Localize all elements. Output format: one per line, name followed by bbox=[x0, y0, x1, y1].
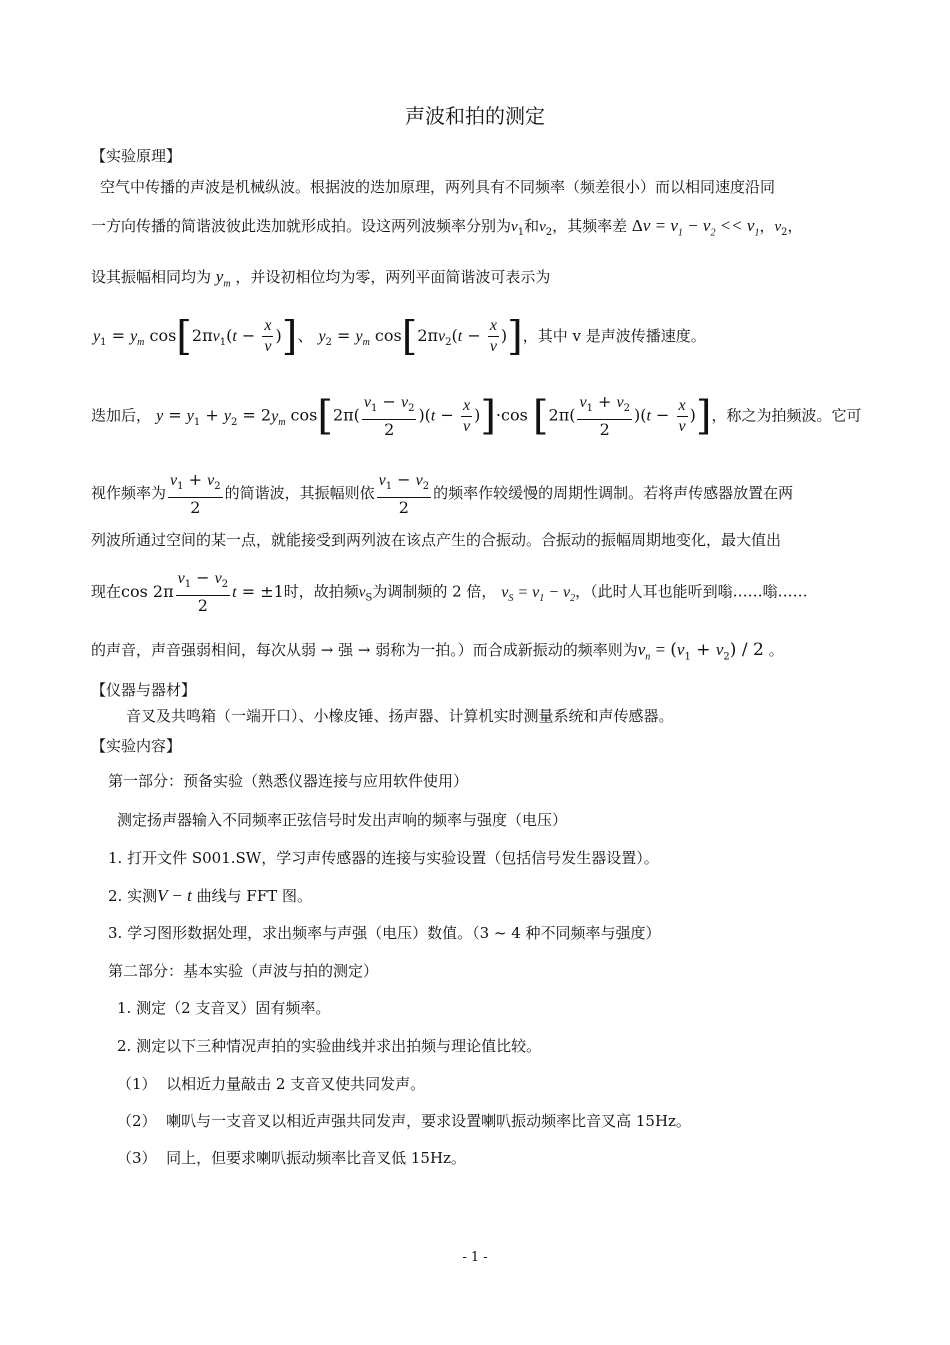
principle-p2: 一方向传播的简谐波彼此迭加就形成拍。设这两列波频率分别为$v_1$和$v_2$，其频率差 $\Delta v = v_1 - v_2 << v_1$，$v_2$， bbox=[91, 216, 803, 239]
principle-p8: 的声音，声音强弱相间，每次从弱 → 强 → 弱称为一拍。）而合成新振动的频率则为$v_n = (v_1 + v_2) / 2$ 。 bbox=[91, 640, 784, 663]
content-c3: （3） 同上，但要求喇叭振动频率比音叉低 15Hz。 bbox=[117, 1149, 466, 1167]
content-b2: 2. 测定以下三种情况声拍的实验曲线并求出拍频与理论值比较。 bbox=[117, 1037, 542, 1055]
principle-p6: 列波所通过空间的某一点，就能接受到两列波在该点产生的合振动。合振动的振幅周期地变化，最大值出 bbox=[91, 531, 782, 549]
principle-p3: 设其振幅相同均为 $y_m$ ，并设初相位均为零，两列平面简谐波可表示为 bbox=[91, 267, 551, 290]
content-item1: 1. 打开文件 S001.SW，学习声传感器的连接与实验设置（包括信号发生器设置）。 bbox=[108, 849, 659, 867]
section-principle: 【实验原理】 bbox=[91, 147, 182, 165]
content-item2: 2. 实测V − t 曲线与 FFT 图。 bbox=[108, 886, 313, 905]
equipment-text: 音叉及共鸣箱（一端开口）、小橡皮锤、扬声器、计算机实时测量系统和声传感器。 bbox=[126, 707, 674, 725]
content-part1-sub: 测定扬声器输入不同频率正弦信号时发出声响的频率与强度（电压） bbox=[117, 811, 568, 829]
principle-p5: 视作频率为 $\frac{v_1 + v_2}{2}$ 的简谐波，其振幅则依 $\frac{v_1 - v_2}{2}$ 的频率作较缓慢的周期性调制。若将声传感器放置在两 bbox=[91, 470, 794, 518]
principle-p7: 现在cos 2π $\frac{v_1 - v_2}{2}$ t = ±1时，故拍频$v_S$为调制频的 2 倍， $v_S = v_1 - v_2$，（此时人耳也能听到嗡……嗡…… bbox=[91, 568, 808, 616]
section-equipment: 【仪器与器材】 bbox=[91, 681, 197, 699]
content-item3: 3. 学习图形数据处理，求出频率与声强（电压）数值。（3 ~ 4 种不同频率与强度） bbox=[108, 924, 661, 942]
principle-p1: 空气中传播的声波是机械纵波。根据波的迭加原理，两列具有不同频率（频差很小）而以相同速度沿同 bbox=[100, 178, 776, 196]
equation-y1-y2: $y_1 = y_m$ $\cos[2\pi v_1(t$ − $\frac{x}{v}$ )]、 $y_2 = y_m$ $\cos[2\pi v_2(t$ − $\frac{x}{v}$ )]，其中 v 是声波传播速度。 bbox=[93, 313, 706, 360]
equation-superposition: 迭加后， $y = y_1 + y_2 = 2y_m$ cos[2π( $\frac{v_1 - v_2}{2}$ )(t − $\frac{x}{v}$ )]·cos [2π( $\frac{v_1 + v_2}{2}$ )(t − $\frac{x}{v}$ )]，称之为拍频波。它可 bbox=[91, 392, 862, 440]
section-content: 【实验内容】 bbox=[91, 737, 182, 755]
content-part1: 第一部分：预备实验（熟悉仪器连接与应用软件使用） bbox=[108, 772, 469, 790]
page-number: - 1 - bbox=[462, 1250, 488, 1265]
content-c1: （1） 以相近力量敲击 2 支音叉使共同发声。 bbox=[117, 1075, 426, 1093]
content-part2: 第二部分：基本实验（声波与拍的测定） bbox=[108, 962, 379, 980]
page-title: 声波和拍的测定 bbox=[405, 104, 545, 128]
content-c2: （2） 喇叭与一支音叉以相近声强共同发声，要求设置喇叭振动频率比音叉高 15Hz。 bbox=[117, 1112, 691, 1130]
content-b1: 1. 测定（2 支音叉）固有频率。 bbox=[117, 999, 331, 1017]
